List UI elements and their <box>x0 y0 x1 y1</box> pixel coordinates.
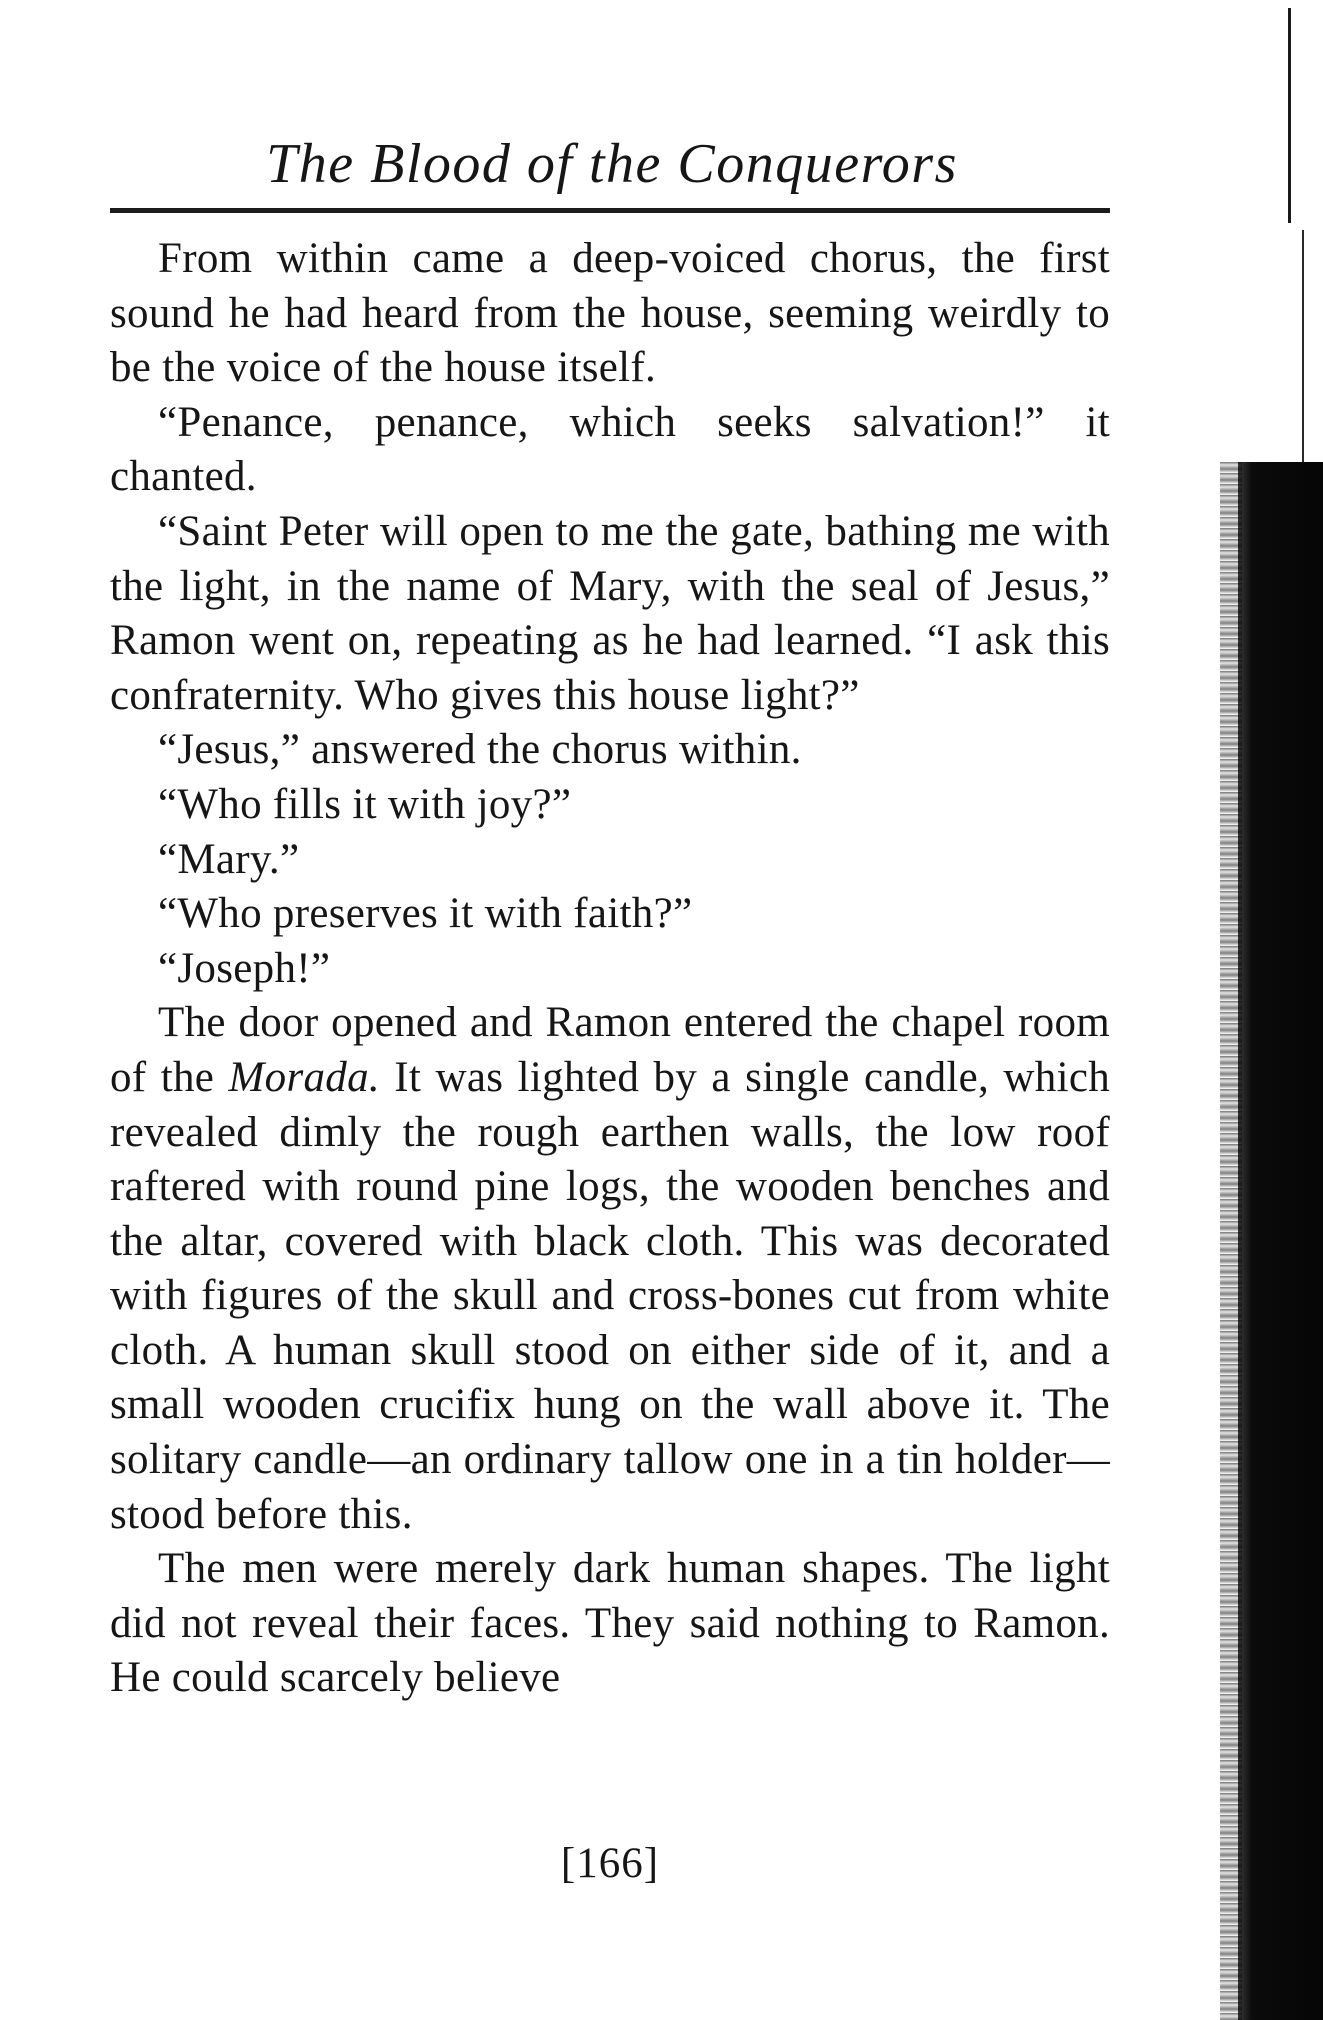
page-number: [166] <box>560 1840 660 1887</box>
paragraph: “Who preserves it with faith?” <box>158 890 693 938</box>
binding-shadow-line <box>1302 230 1304 462</box>
binding-shadow-line <box>1288 8 1291 223</box>
paragraph: “Who fills it with joy?” <box>158 780 572 828</box>
italic-term: Morada. <box>228 1053 380 1101</box>
paragraph: The door opened and Ramon entered the chapel room of the Morada. It was lighted by a single candle, which revealed dimly the rough earthen walls, the low roof raftered with round pine logs, the wooden benches and the altar, covered with black cloth. This was decorated with figures of the skull and cross-bones cut from white cloth. A human skull stood on either side of it, and a small wooden crucifix hung on the wall above it. The solitary candle—an ordinary tallow one in a tin holder—stood before this. <box>110 999 1111 1538</box>
paragraph: “Penance, penance, which seeks salvation!” it chanted. <box>110 398 1110 501</box>
header-rule <box>110 208 1110 213</box>
paragraph: The men were merely dark human shapes. The light did not reveal their faces. They said nothing to Ramon. He could scarcely believe <box>110 1545 1110 1702</box>
running-head: The Blood of the Conquerors <box>266 133 958 195</box>
paragraph: From within came a deep-voiced chorus, the first sound he had heard from the house, seeming weirdly to be the voice of the house itself. <box>110 235 1110 392</box>
paragraph: “Saint Peter will open to me the gate, bathing me with the light, in the name of Mary, with the seal of Jesus,” Ramon went on, repeating as he had learned. “I ask this confraternity. Who gives this house light?” <box>110 507 1110 719</box>
paragraph: “Jesus,” answered the chorus within. <box>158 726 802 774</box>
paragraph: “Mary.” <box>158 835 300 883</box>
binding-edge-shadow <box>1238 462 1323 2020</box>
body-text <box>110 232 1110 1706</box>
paragraph: “Joseph!” <box>158 944 331 992</box>
